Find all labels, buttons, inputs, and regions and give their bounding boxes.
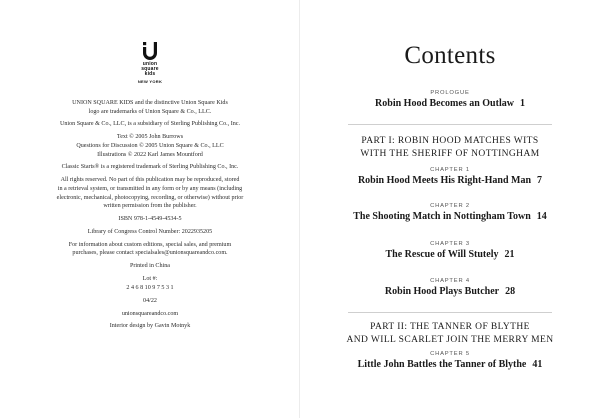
union-square-u-icon [140,40,160,62]
rights-line: written permission from the publisher. [103,203,197,210]
section-divider [348,124,552,125]
copyright-block [52,99,248,331]
publisher-logo [125,40,175,84]
toc-entry-name: The Rescue of Will Stutely [385,249,499,260]
toc-entry-title [300,248,600,261]
toc-page-number: 7 [537,175,543,186]
part-1-line-2: WITH THE SHERIFF OF NOTTINGHAM [360,148,540,159]
toc-entry-chapter-1[interactable] [300,166,600,187]
questions-copyright: Questions for Discussion © 2005 Union Square & Co., LLC [76,142,224,149]
toc-entry-name: Robin Hood Becomes an Outlaw [375,98,514,109]
toc-entry-title [300,358,600,371]
toc-page-number: 41 [532,359,543,370]
toc-entry-chapter-2[interactable] [300,202,600,223]
toc-entry-name: The Shooting Match in Nottingham Town [353,211,531,222]
rights-line: in a retrieval system, or transmitted in any form or by any means (including [57,185,243,192]
toc-entry-name: Robin Hood Meets His Right-Hand Man [357,175,532,186]
logo-word-kids: kids [144,71,156,77]
lot-label: Lot #: [142,276,158,283]
isbn: ISBN 978-1-4549-4534-5 [118,216,182,223]
part-1-heading [300,135,600,160]
toc-page-number: 21 [504,249,515,260]
trademark-line: UNION SQUARE KIDS and the distinctive Union Square Kids [72,100,228,106]
part-1-line-1: PART I: ROBIN HOOD MATCHES WITS [361,136,539,146]
toc-entry-chapter-4[interactable] [300,277,600,298]
toc-entry-name: Little John Battles the Tanner of Blythe [357,359,527,370]
part-2-line-1: PART II: THE TANNER OF BLYTHE [370,322,530,332]
toc-page-number: 14 [536,211,547,222]
part-2-line-2: AND WILL SCARLET JOIN THE MERRY MEN [346,334,554,345]
loc-number: Library of Congress Control Number: 2022935205 [87,228,213,235]
prologue-label: PROLOGUE [430,90,470,96]
toc-entry-title [300,210,600,223]
logo-city: NEW YORK [137,79,163,84]
chapter-label: CHAPTER 4 [430,278,470,284]
contents-title: Contents [404,42,496,69]
chapter-label: CHAPTER 5 [430,351,470,357]
toc-entry-title [300,97,600,110]
trademark-line: logo are trademarks of Union Square & Co., LLC. [88,108,212,115]
toc-entry-chapter-5[interactable] [300,350,600,371]
printing-line: 2 4 6 8 10 9 7 5 3 1 [126,284,174,291]
publisher-url[interactable]: unionsquareandco.com [121,310,179,317]
illustrations-copyright: Illustrations © 2022 Karl James Mountford [97,151,203,158]
sales-info: purchases, please contact specialsales@unionsquareandco.com. [72,250,228,257]
section-divider [348,312,552,313]
part-2-heading [300,321,600,346]
chapter-label: CHAPTER 1 [430,167,470,173]
contents-page [300,0,600,418]
toc-entry-title [300,285,600,298]
toc-entry-name: Robin Hood Plays Butcher [384,286,500,297]
rights-line: All rights reserved. No part of this publication may be reproduced, stored [60,177,240,184]
printed-in: Printed in China [130,263,170,270]
print-date: 04/22 [143,297,157,304]
text-copyright: Text © 2005 John Burrows [116,134,184,141]
logo-word-square: square [141,66,159,72]
toc-page-number: 28 [505,286,516,297]
toc-page-number: 1 [519,98,525,109]
toc-entry-title [300,174,600,187]
chapter-label: CHAPTER 3 [430,241,470,247]
toc-entry-chapter-3[interactable] [300,240,600,261]
toc-entry-prologue[interactable] [300,89,600,110]
logo-word-union: union [142,61,158,67]
chapter-label: CHAPTER 2 [430,203,470,209]
sales-info: For information about custom editions, special sales, and premium [68,241,232,248]
design-credit: Interior design by Gavin Motnyk [109,323,191,330]
rights-line: electronic, mechanical, photocopying, recording, or otherwise) without prior [56,194,244,201]
subsidiary-line: Union Square & Co., LLC, is a subsidiary of Sterling Publishing Co., Inc. [59,121,241,128]
classic-starts-trademark: Classic Starts® is a registered trademark of Sterling Publishing Co., Inc. [61,164,239,171]
